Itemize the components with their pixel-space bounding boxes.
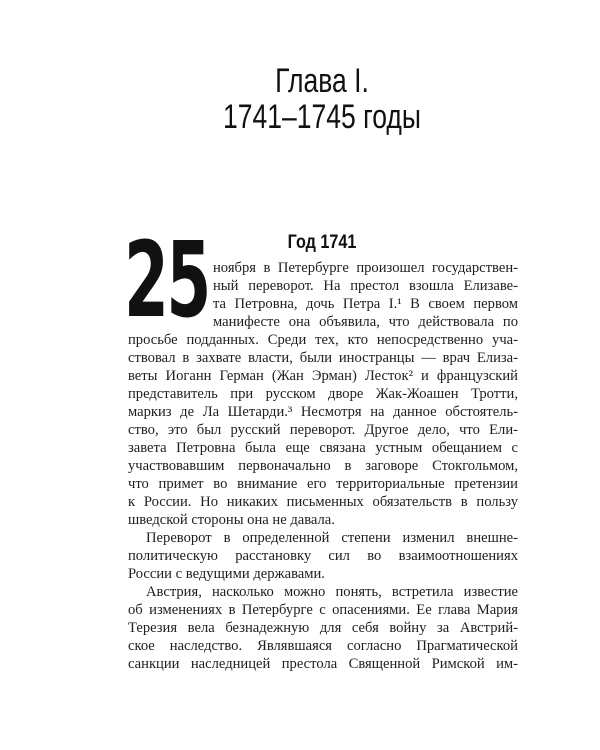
text-line: завета Петровна была еще связана устным обещанием с: [128, 440, 518, 456]
text-line: представитель при русском дворе Жак-Жоашен Тротти,: [128, 386, 518, 402]
text-line: к России. Но никаких письменных обязательств в пользу: [128, 494, 518, 510]
drop-cap: 25: [124, 219, 209, 341]
text-line: ный переворот. На престол взошла Елизаве-: [213, 278, 518, 294]
text-line: политическую расстановку сил во взаимоотношениях: [128, 548, 518, 564]
text-line: манифесте она объявила, что действовала по: [213, 314, 518, 330]
text-line: просьбе подданных. Среди тех, кто непосредственно уча-: [128, 332, 518, 348]
text-line: маркиз де Ла Шетарди.³ Несмотря на данное обстоятель-: [128, 404, 518, 420]
text-line: что примет во внимание его территориальные претензии: [128, 476, 518, 492]
text-line: ствовал в захвате власти, были иностранцы — врач Елиза-: [128, 350, 518, 366]
text-line: санкции наследницей престола Священной Римской им-: [128, 656, 518, 672]
text-line: Переворот в определенной степени изменил внешне-: [146, 530, 518, 546]
text-line: России с ведущими державами.: [128, 566, 325, 582]
text-line: ство, это был русский переворот. Другое дело, что Ели-: [128, 422, 518, 438]
text-line: Австрия, насколько можно понять, встретила известие: [146, 584, 518, 600]
chapter-subtitle: 1741–1745 годы: [223, 98, 421, 136]
chapter-title: Глава I.: [275, 62, 369, 100]
text-line: шведской стороны она не давала.: [128, 512, 335, 528]
text-line: веты Иоганн Герман (Жан Эрман) Лесток² и французский: [128, 368, 518, 384]
text-line: ское наследство. Являвшаяся согласно Прагматической: [128, 638, 518, 654]
text-line: та Петровна, дочь Петра I.¹ В своем первом: [213, 296, 518, 312]
text-line: об изменениях в Петербурге с опасениями. Ее глава Мария: [128, 602, 518, 618]
text-line: Терезия вела безнадежную для себя войну за Австрий-: [128, 620, 518, 636]
section-heading: Год 1741: [287, 232, 357, 253]
text-line: ноября в Петербурге произошел государствен-: [213, 260, 518, 276]
text-line: участвовавшим первоначально в заговоре Стокгольмом,: [128, 458, 518, 474]
